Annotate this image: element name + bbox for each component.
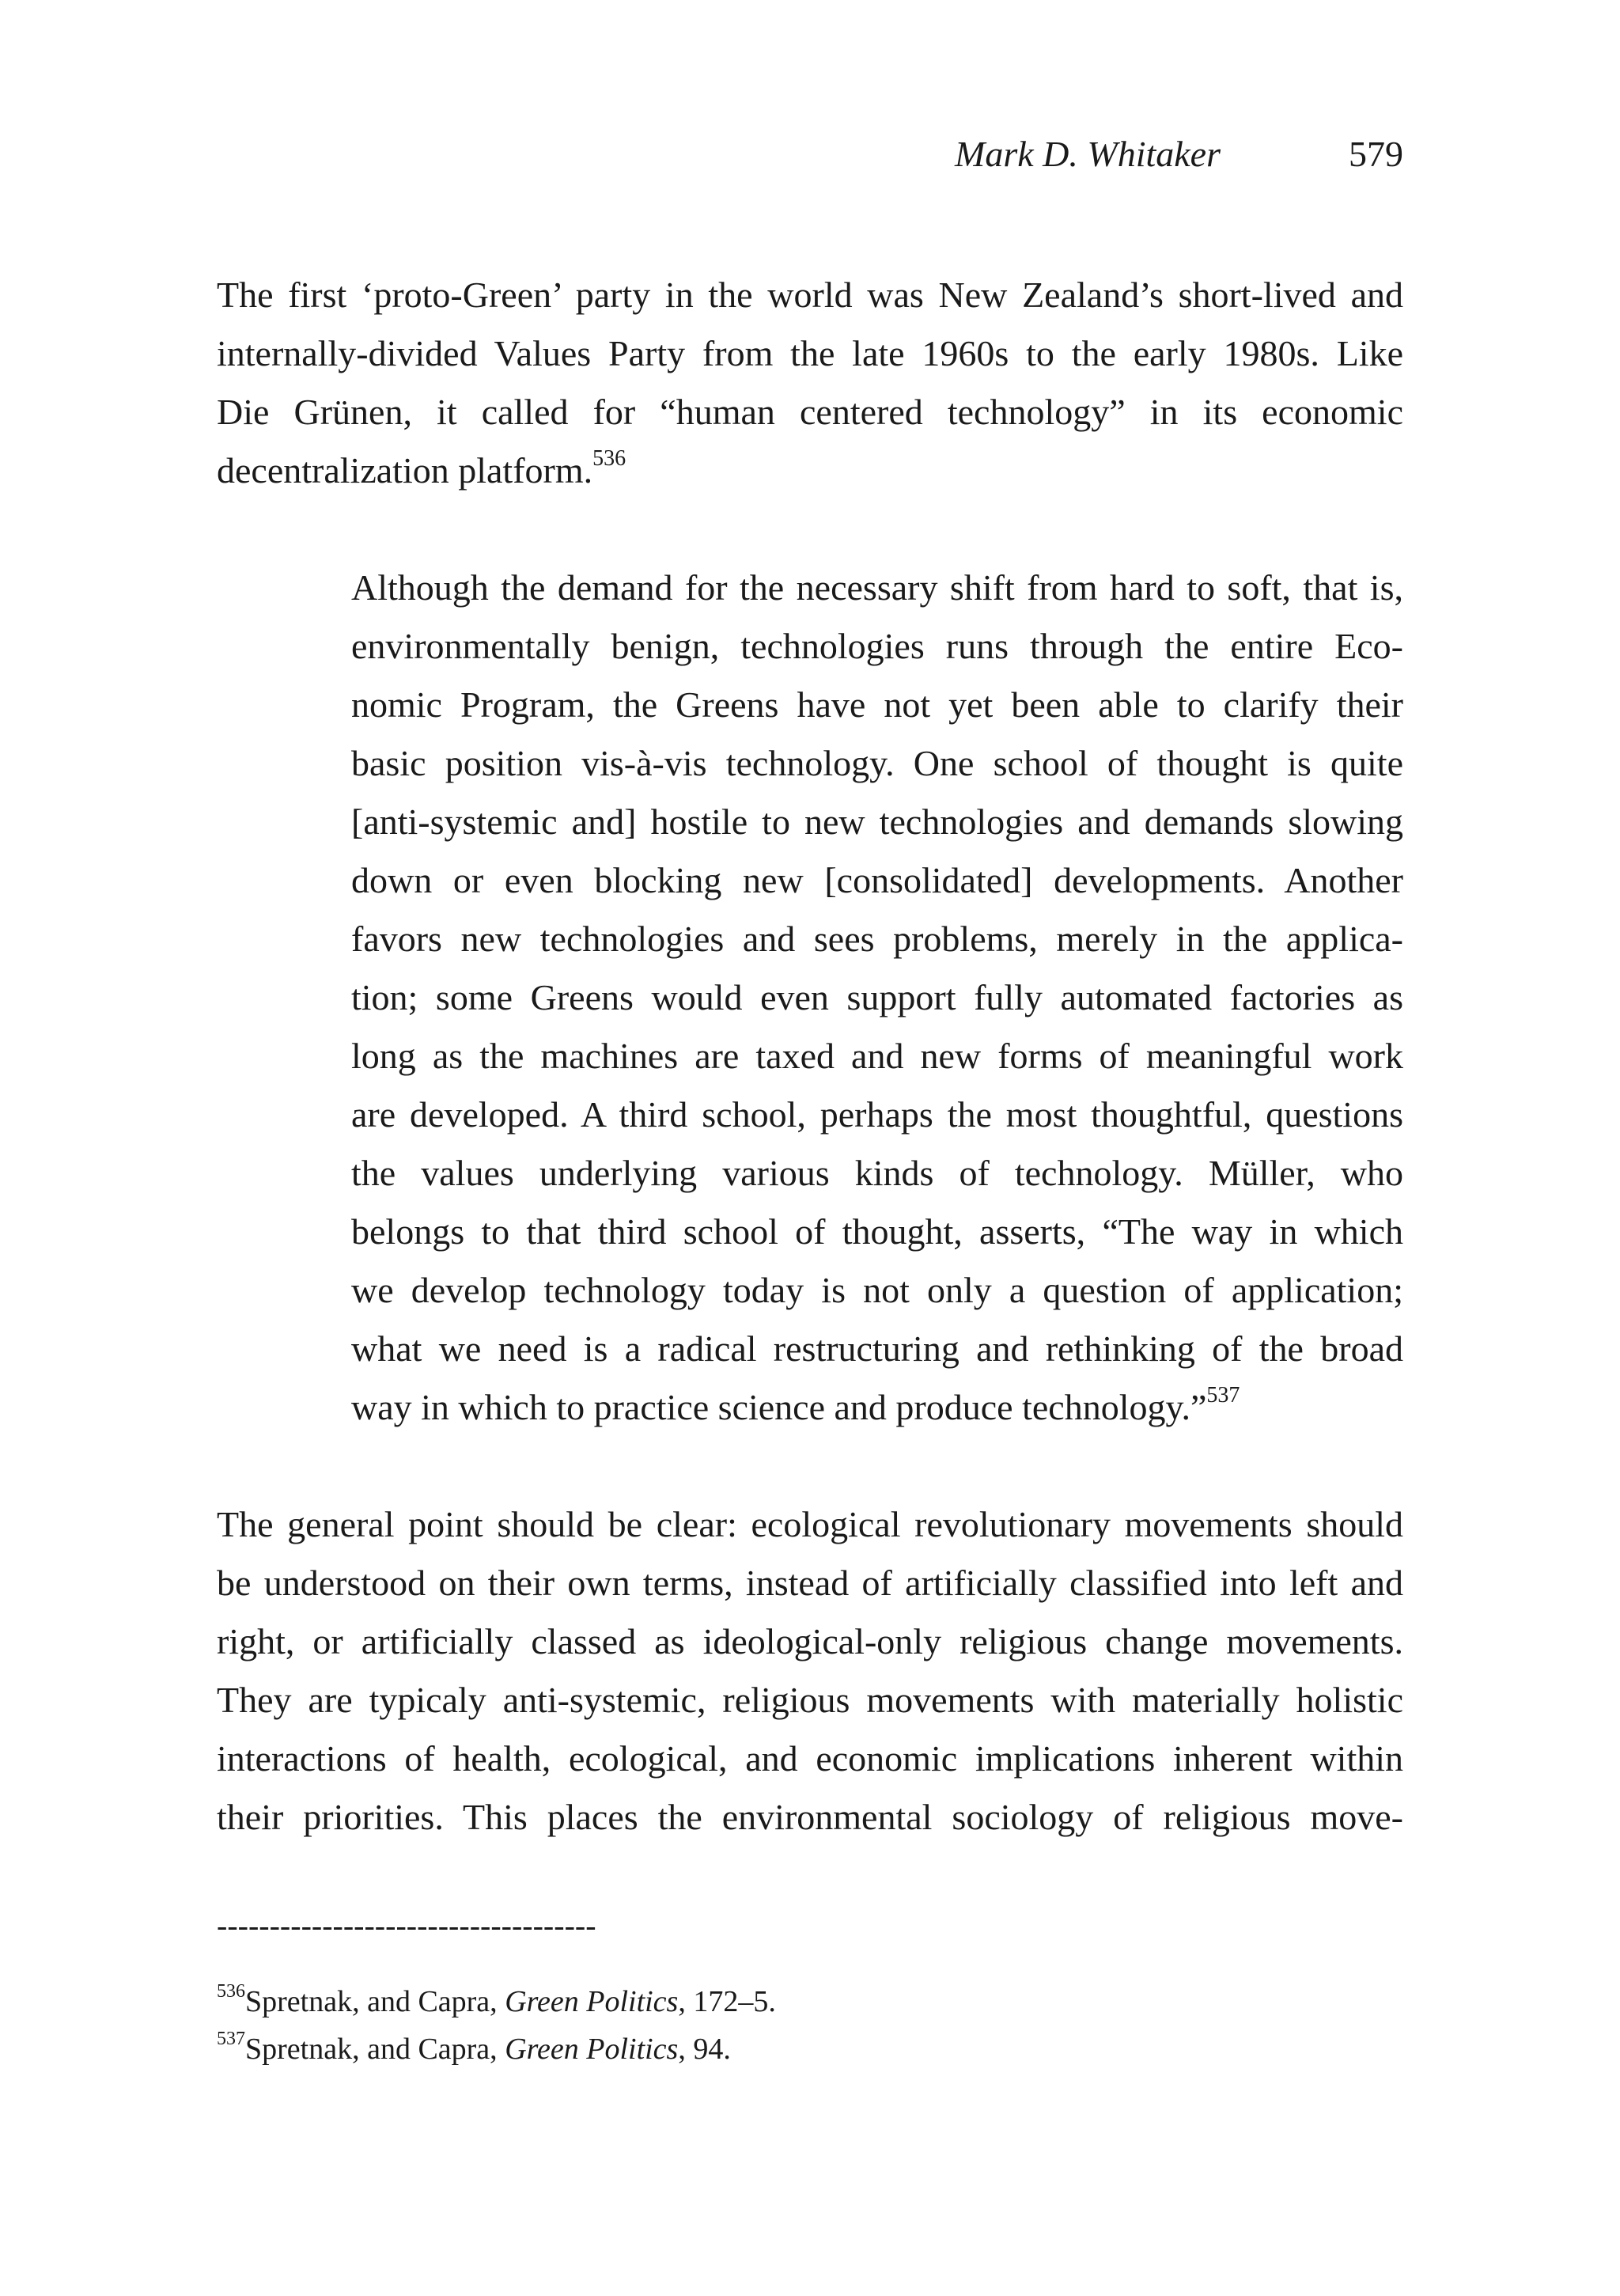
footnote-title: Green Politics: [505, 2033, 679, 2066]
block-quote-line: what we need is a radical restructuring and rethinking of the broad: [351, 1328, 1403, 1369]
block-quote-line: tion; some Greens would even support fully automated factories as: [351, 977, 1403, 1017]
block-quote-line: are developed. A third school, perhaps the most thoughtful, questions: [351, 1094, 1403, 1135]
block-quote: [351, 559, 1403, 1437]
block-quote-line: environmentally benign, technologies runs through the entire Eco-: [351, 626, 1403, 666]
footnote-title: Green Politics: [505, 1985, 679, 2018]
block-quote-line: down or even blocking new [consolidated] developments. Another: [351, 860, 1403, 900]
footnote-authors: Spretnak, and Capra,: [245, 1985, 505, 2018]
footnote-pages: , 172–5.: [678, 1985, 776, 2018]
footnote-pages: , 94.: [678, 2033, 731, 2066]
paragraph-1-line-text: decentralization platform.: [217, 450, 593, 491]
block-quote-line: nomic Program, the Greens have not yet been able to clarify their: [351, 684, 1403, 725]
paragraph-1-line: internally-divided Values Party from the late 1960s to the early 1980s. Like: [217, 333, 1403, 373]
paragraph-2-line: The general point should be clear: ecological revolutionary movements should: [217, 1504, 1403, 1544]
block-quote-line-text: way in which to practice science and produce technology.”: [351, 1387, 1207, 1427]
block-quote-line: long as the machines are taxed and new forms of meaningful work: [351, 1036, 1403, 1076]
paragraph-1-line: Die Grünen, it called for “human centered technology” in its economic: [217, 392, 1403, 432]
footnote-number: 537: [217, 2029, 245, 2049]
footnote-ref-537: 537: [1206, 1383, 1240, 1408]
footnote-ref-536: 536: [592, 446, 626, 471]
block-quote-line: the values underlying various kinds of technology. Müller, who: [351, 1153, 1403, 1193]
footnote-authors: Spretnak, and Capra,: [245, 2033, 505, 2066]
footnote-divider: ------------------------------------: [217, 1908, 596, 1943]
block-quote-line: favors new technologies and sees problems, merely in the applica-: [351, 919, 1403, 959]
paragraph-1-last-line: [217, 441, 1403, 500]
block-quote-line: we develop technology today is not only a question of application;: [351, 1270, 1403, 1310]
block-quote-line: Although the demand for the necessary shift from hard to soft, that is,: [351, 567, 1403, 608]
page-number: 579: [1349, 134, 1403, 174]
paragraph-1-line: The first ‘proto-Green’ party in the world was New Zealand’s short-lived and: [217, 275, 1403, 315]
block-quote-line: basic position vis-à-vis technology. One school of thought is quite: [351, 743, 1403, 783]
paragraph-2-line: interactions of health, ecological, and economic implications inherent within: [217, 1738, 1403, 1779]
paragraph-1: [217, 266, 1403, 500]
block-quote-last-line: [351, 1378, 1403, 1437]
paragraph-2-line: They are typicaly anti-systemic, religious movements with materially holistic: [217, 1680, 1403, 1720]
running-head: [0, 133, 1620, 180]
paragraph-2-line: right, or artificially classed as ideological-only religious change movements.: [217, 1621, 1403, 1661]
footnote-number: 536: [217, 1981, 245, 2002]
running-head-author: Mark D. Whitaker: [955, 134, 1221, 174]
block-quote-line: belongs to that third school of thought, asserts, “The way in which: [351, 1211, 1403, 1252]
paragraph-2: [217, 1495, 1403, 1847]
footnote-537: [217, 2025, 1403, 2073]
block-quote-line: [anti-systemic and] hostile to new technologies and demands slowing: [351, 801, 1403, 842]
paragraph-2-line: their priorities. This places the environmental sociology of religious move-: [217, 1797, 1403, 1837]
paragraph-2-line: be understood on their own terms, instead of artificially classified into left and: [217, 1563, 1403, 1603]
footnote-536: [217, 1978, 1403, 2025]
footnotes: [217, 1978, 1403, 2073]
